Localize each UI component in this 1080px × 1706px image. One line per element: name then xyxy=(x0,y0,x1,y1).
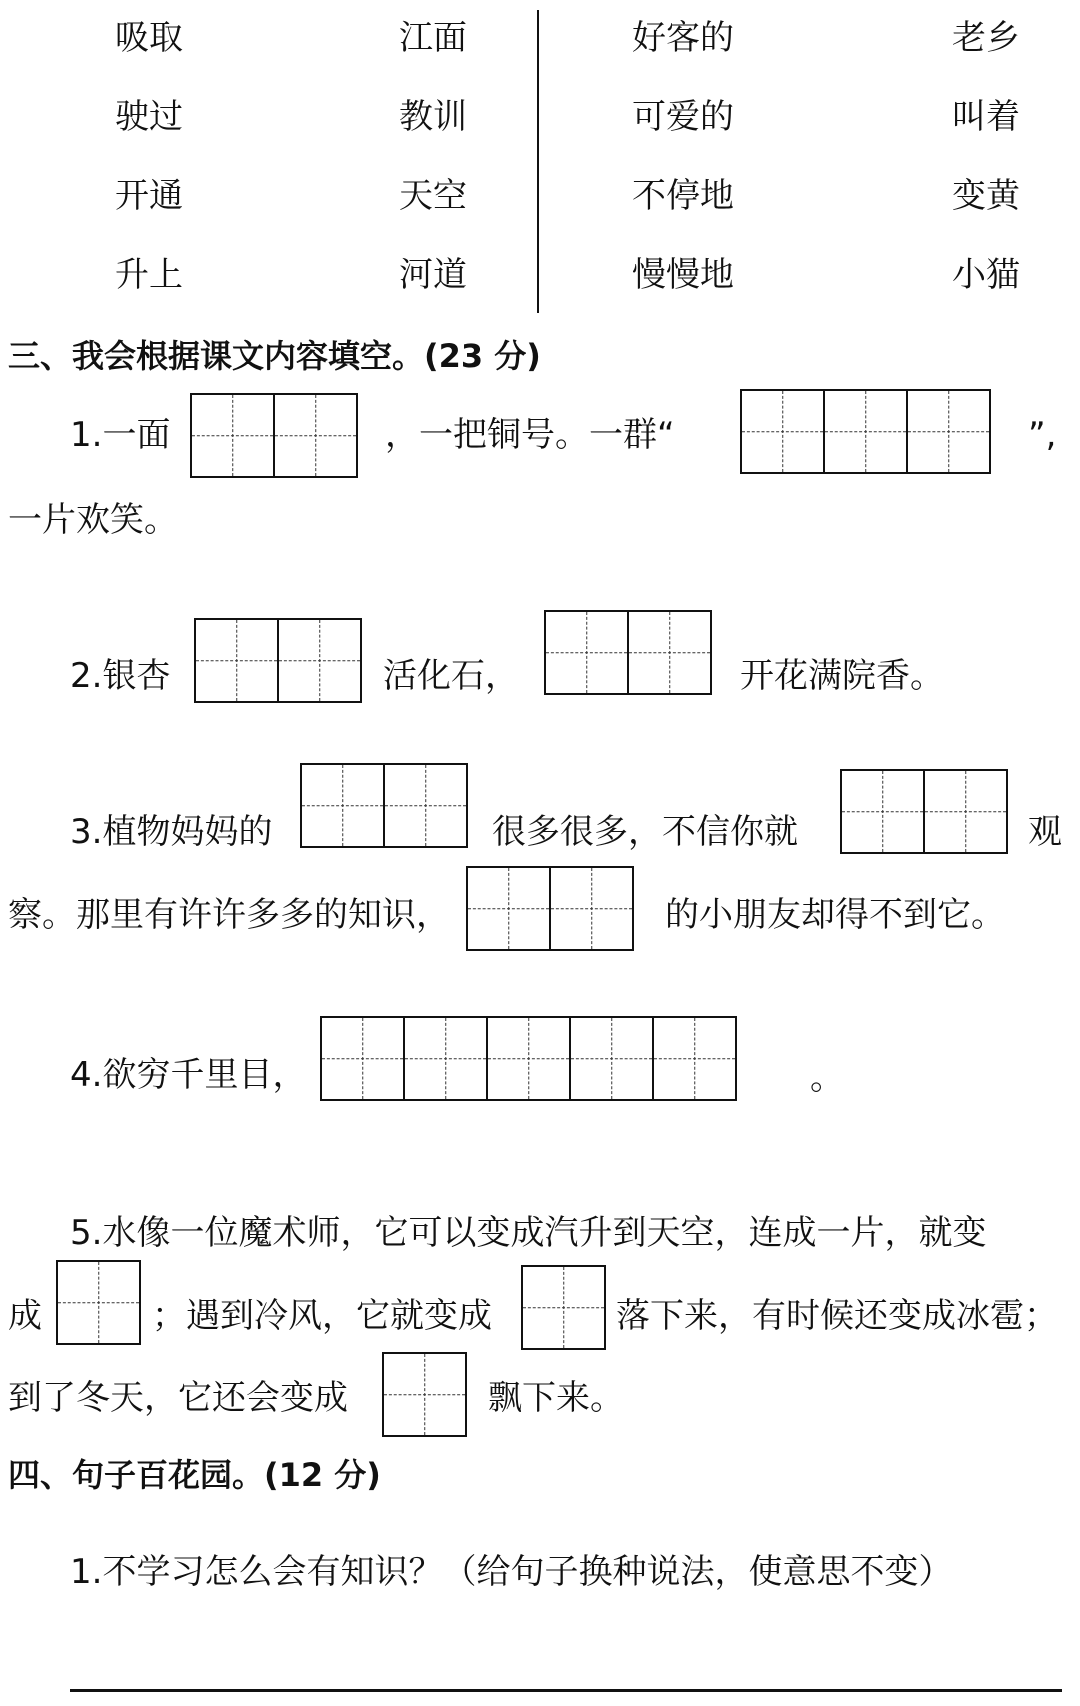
match-word: 吸取 xyxy=(115,18,183,58)
q5-text-b: 成 xyxy=(8,1296,42,1336)
char-cell[interactable] xyxy=(840,769,925,854)
match-word: 江面 xyxy=(399,18,467,58)
q2-answer-box-1[interactable] xyxy=(194,618,362,703)
match-word: 小猫 xyxy=(952,255,1020,295)
match-word: 可爱的 xyxy=(632,97,734,137)
q3-text-e: 的小朋友却得不到它。 xyxy=(665,895,1005,935)
q2-text-c: 开花满院香。 xyxy=(740,656,944,696)
match-word: 教训 xyxy=(399,97,467,137)
match-word: 变黄 xyxy=(952,176,1020,216)
section3-heading: 三、我会根据课文内容填空。(23 分) xyxy=(8,337,541,375)
q1-text-a: 1.一面 xyxy=(70,415,171,455)
q5-text-a: 5.水像一位魔术师，它可以变成汽升到天空，连成一片，就变 xyxy=(70,1213,987,1253)
q5-text-f: 飘下来。 xyxy=(488,1378,624,1418)
q2-text-a: 2.银杏 xyxy=(70,656,171,696)
section4-heading: 四、句子百花园。(12 分) xyxy=(8,1456,381,1494)
match-word: 驶过 xyxy=(115,97,183,137)
q5-text-c: ；遇到冷风，它就变成 xyxy=(152,1296,492,1336)
q4-text-a: 4.欲穷千里目， xyxy=(70,1055,307,1095)
q1-text-c: ”, xyxy=(1028,415,1057,455)
q5-text-d: 落下来，有时候还变成冰雹； xyxy=(616,1296,1058,1336)
q2-answer-box-2[interactable] xyxy=(544,610,712,695)
q5-text-e: 到了冬天，它还会变成 xyxy=(8,1378,348,1418)
char-cell[interactable] xyxy=(277,618,362,703)
q3-text-d: 察。那里有许许多多的知识， xyxy=(8,895,450,935)
q3-answer-box-1[interactable] xyxy=(300,763,468,848)
q3-answer-box-3[interactable] xyxy=(466,866,634,951)
q3-text-c: 观 xyxy=(1028,812,1062,852)
char-cell[interactable] xyxy=(823,389,908,474)
char-cell[interactable] xyxy=(383,763,468,848)
q5-answer-box-2[interactable] xyxy=(521,1265,606,1350)
char-cell[interactable] xyxy=(382,1352,467,1437)
char-cell[interactable] xyxy=(190,393,275,478)
char-cell[interactable] xyxy=(740,389,825,474)
q4-text-b: 。 xyxy=(810,1058,844,1098)
match-word: 老乡 xyxy=(952,18,1020,58)
q5-answer-box-1[interactable] xyxy=(56,1260,141,1345)
match-word: 慢慢地 xyxy=(632,255,734,295)
match-word: 升上 xyxy=(115,255,183,295)
char-cell[interactable] xyxy=(906,389,991,474)
match-word: 开通 xyxy=(115,176,183,216)
q1-answer-box-1[interactable] xyxy=(190,393,358,478)
char-cell[interactable] xyxy=(627,610,712,695)
column-divider xyxy=(537,10,539,313)
char-cell[interactable] xyxy=(403,1016,488,1101)
char-cell[interactable] xyxy=(521,1265,606,1350)
char-cell[interactable] xyxy=(320,1016,405,1101)
match-word: 河道 xyxy=(399,255,467,295)
q3-text-a: 3.植物妈妈的 xyxy=(70,812,273,852)
match-word: 天空 xyxy=(399,176,467,216)
char-cell[interactable] xyxy=(569,1016,654,1101)
s4-q1-text: 1.不学习怎么会有知识？（给句子换种说法，使意思不变） xyxy=(70,1552,953,1592)
char-cell[interactable] xyxy=(273,393,358,478)
match-word: 不停地 xyxy=(632,176,734,216)
q1-answer-box-2[interactable] xyxy=(740,389,991,474)
q5-answer-box-3[interactable] xyxy=(382,1352,467,1437)
char-cell[interactable] xyxy=(56,1260,141,1345)
char-cell[interactable] xyxy=(652,1016,737,1101)
char-cell[interactable] xyxy=(194,618,279,703)
char-cell[interactable] xyxy=(549,866,634,951)
q4-answer-box[interactable] xyxy=(320,1016,737,1101)
q1-text-b: ，一把铜号。一群“ xyxy=(385,415,675,455)
char-cell[interactable] xyxy=(486,1016,571,1101)
char-cell[interactable] xyxy=(544,610,629,695)
q2-text-b: 活化石， xyxy=(383,656,519,696)
answer-line[interactable] xyxy=(70,1689,1062,1692)
match-word: 叫着 xyxy=(952,97,1020,137)
char-cell[interactable] xyxy=(300,763,385,848)
q3-answer-box-2[interactable] xyxy=(840,769,1008,854)
char-cell[interactable] xyxy=(923,769,1008,854)
match-word: 好客的 xyxy=(632,18,734,58)
q1-text-d: 一片欢笑。 xyxy=(8,500,178,540)
char-cell[interactable] xyxy=(466,866,551,951)
q3-text-b: 很多很多，不信你就 xyxy=(492,812,798,852)
